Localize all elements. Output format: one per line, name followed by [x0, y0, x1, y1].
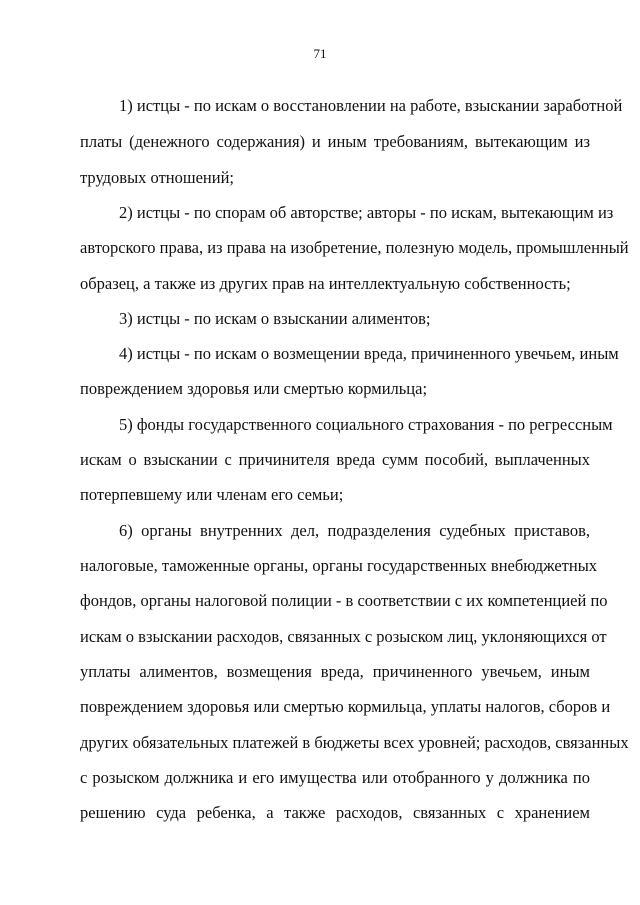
text-line: 2) истцы - по спорам об авторстве; авторы - по искам, вытекающим из [119, 203, 614, 222]
text-line: искам о взыскании расходов, связанных с розыском лиц, уклоняющихся от [80, 627, 607, 646]
text-line: 1) истцы - по искам о восстановлении на работе, взыскании заработной [119, 96, 623, 115]
text-line: уплаты алиментов, возмещения вреда, причиненного увечьем, иным [80, 662, 590, 681]
text-line: 3) истцы - по искам о взыскании алиментов; [119, 309, 431, 328]
text-line: решению суда ребенка, а также расходов, связанных с хранением [80, 803, 590, 822]
text-line: трудовых отношений; [80, 168, 234, 187]
text-line: 4) истцы - по искам о возмещении вреда, причиненного увечьем, иным [119, 344, 619, 363]
text-line: 6) органы внутренних дел, подразделения судебных приставов, [119, 521, 590, 540]
text-line: налоговые, таможенные органы, органы государственных внебюджетных [80, 556, 598, 575]
text-line: с розыском должника и его имущества или отобранного у должника по [80, 768, 590, 787]
text-line: 5) фонды государственного социального страхования - по регрессным [119, 415, 613, 434]
text-line: других обязательных платежей в бюджеты всех уровней; расходов, связанных [80, 733, 629, 752]
text-line: образец, а также из других прав на интеллектуальную собственность; [80, 274, 571, 293]
text-line: авторского права, из права на изобретение, полезную модель, промышленный [80, 238, 629, 257]
text-line: повреждением здоровья или смертью кормильца, уплаты налогов, сборов и [80, 697, 611, 716]
text-line: фондов, органы налоговой полиции - в соответствии с их компетенцией по [80, 591, 608, 610]
text-line: потерпевшему или членам его семьи; [80, 485, 344, 504]
page-number: 71 [313, 46, 327, 61]
text-line: платы (денежного содержания) и иным требованиям, вытекающим из [80, 132, 590, 151]
text-line: искам о взыскании с причинителя вреда сумм пособий, выплаченных [80, 450, 590, 469]
text-line: повреждением здоровья или смертью кормильца; [80, 379, 428, 398]
